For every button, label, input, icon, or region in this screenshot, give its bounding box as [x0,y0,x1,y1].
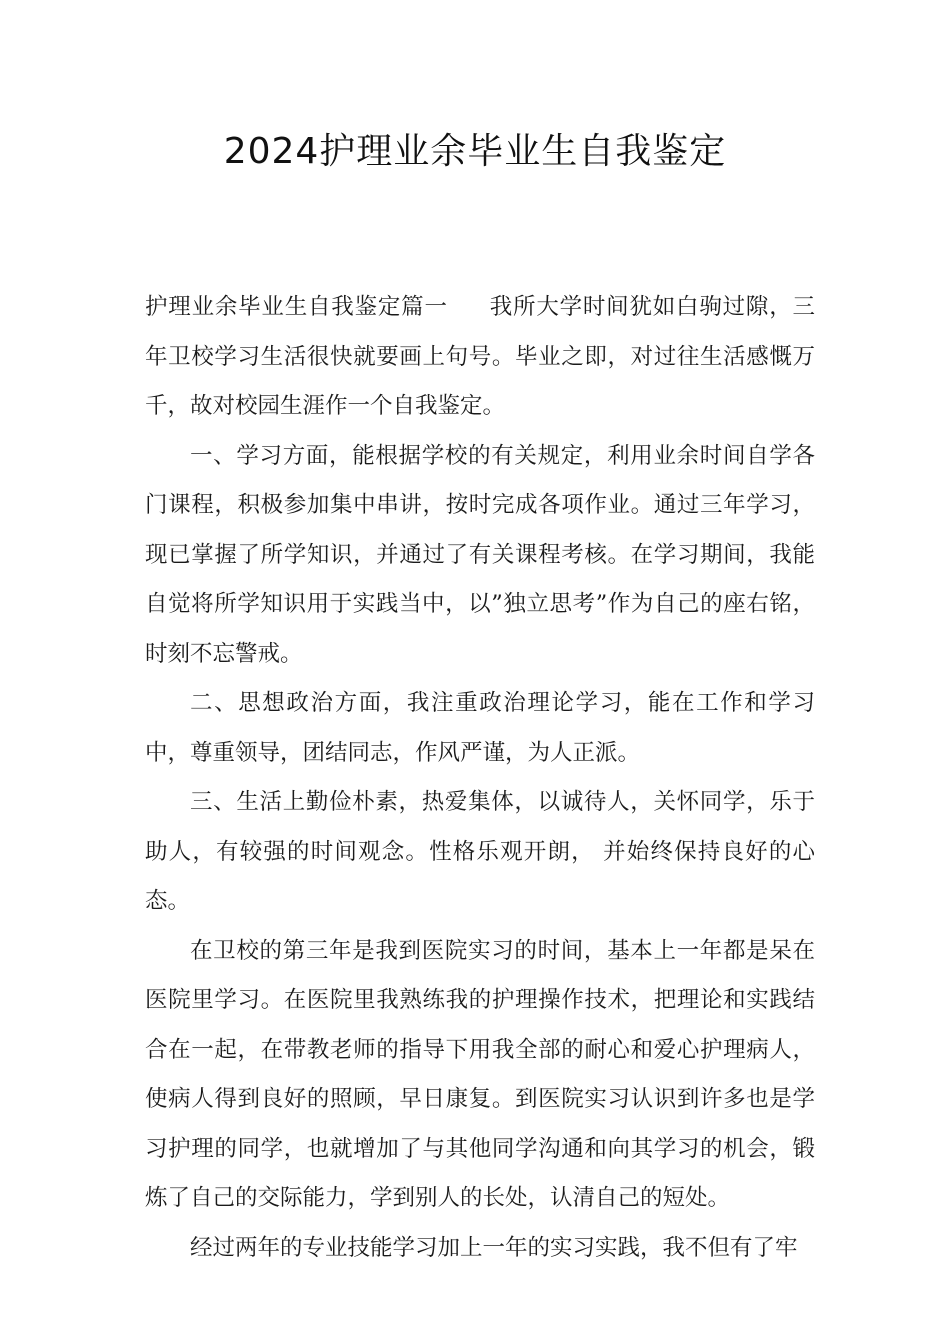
document-body [145,283,815,1273]
intro-text: 我所大学时间犹如白驹过隙，三年卫校学习生活很快就要画上句号。毕业之即，对过往生活感慨万千，故对校园生涯作一个自我鉴定。 [145,294,815,419]
paragraph-conclusion: 经过两年的专业技能学习加上一年的实习实践，我不但有了牢 [190,1234,798,1261]
intro-paragraph [145,283,815,432]
section-heading: 护理业余毕业生自我鉴定篇一 [145,294,448,320]
paragraph-life: 三、生活上勤俭朴素，热爱集体，以诚待人，关怀同学，乐于助人，有较强的时间观念。性格乐观开朗， 并始终保持良好的心态。 [145,789,815,914]
paragraph-study: 一、学习方面，能根据学校的有关规定，利用业余时间自学各门课程，积极参加集中串讲，按时完成各项作业。通过三年学习，现已掌握了所学知识，并通过了有关课程考核。在学习期间，我能自觉将所学知识用于实践当中，以”独立思考”作为自己的座右铭，时刻不忘警戒。 [145,442,815,667]
document-title: 2024护理业余毕业生自我鉴定 [223,131,727,172]
paragraph-politics: 二、思想政治方面，我注重政治理论学习，能在工作和学习中，尊重领导，团结同志，作风严谨，为人正派。 [145,690,815,766]
paragraph-internship: 在卫校的第三年是我到医院实习的时间，基本上一年都是呆在医院里学习。在医院里我熟练我的护理操作技术，把理论和实践结合在一起，在带教老师的指导下用我全部的耐心和爱心护理病人，使病人得到良好的照顾，早日康复。到医院实习认识到许多也是学习护理的同学，也就增加了与其他同学沟通和向其学习的机会，锻炼了自己的交际能力，学到别人的长处，认清自己的短处。 [145,937,815,1211]
